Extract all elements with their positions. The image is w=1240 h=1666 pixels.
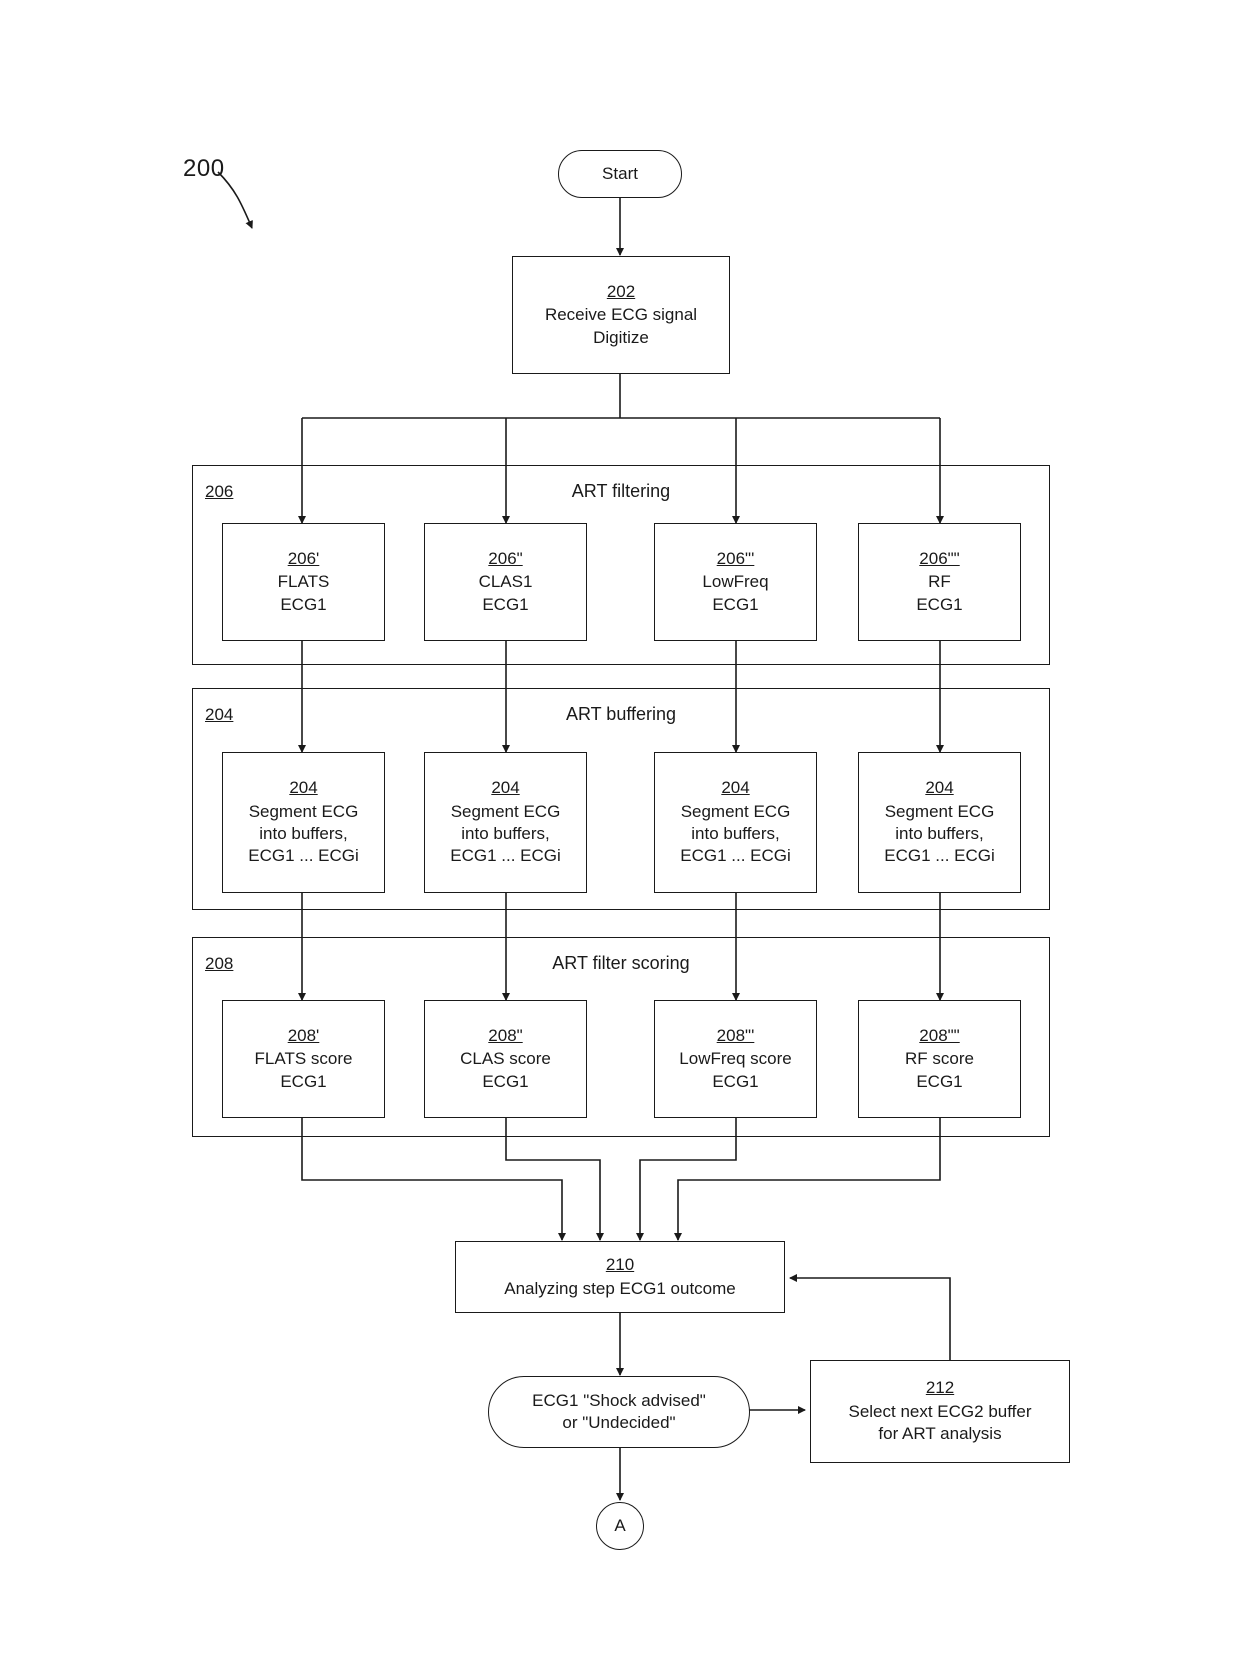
connector-a — [596, 1502, 644, 1550]
group-art-filtering-title: ART filtering — [571, 481, 671, 501]
node-filter-rf-line1: RF — [928, 572, 951, 592]
node-receive-ecg-line2: Digitize — [593, 327, 649, 347]
node-buffer-1-ref: 204 — [289, 778, 318, 798]
node-buffer-1-line3: ECG1 ... ECGi — [248, 846, 359, 866]
node-buffer-2-line3: ECG1 ... ECGi — [450, 846, 561, 866]
node-receive-ecg-line1: Receive ECG signal — [544, 305, 698, 325]
node-select-next-buffer-line1: Select next ECG2 buffer — [848, 1401, 1032, 1421]
node-filter-lowfreq-ref: 206"' — [716, 548, 755, 568]
group-art-buffering-title: ART buffering — [565, 704, 677, 724]
node-receive-ecg — [512, 256, 730, 374]
node-buffer-3-line1: Segment ECG — [680, 801, 791, 821]
node-select-next-buffer-line2: for ART analysis — [878, 1424, 1002, 1444]
node-filter-lowfreq — [654, 523, 817, 641]
node-analyzing-step-line1: Analyzing step ECG1 outcome — [504, 1278, 736, 1298]
node-select-next-buffer-ref: 212 — [925, 1378, 955, 1398]
node-score-lowfreq-line2: ECG1 — [712, 1071, 759, 1091]
node-start-label: Start — [602, 163, 638, 183]
node-buffer-3-line3: ECG1 ... ECGi — [680, 846, 791, 866]
node-score-rf-line1: RF score — [905, 1049, 974, 1069]
node-buffer-3-line2: into buffers, — [691, 824, 780, 843]
node-buffer-1 — [222, 752, 385, 893]
group-art-buffering-ref: 204 — [205, 705, 234, 724]
node-decision-line2: or "Undecided" — [562, 1413, 676, 1432]
node-buffer-2 — [424, 752, 587, 893]
node-filter-flats-line1: FLATS — [277, 572, 330, 592]
node-buffer-2-line2: into buffers, — [461, 824, 550, 843]
node-filter-rf — [858, 523, 1021, 641]
node-buffer-2-ref: 204 — [491, 778, 520, 798]
node-buffer-4-line3: ECG1 ... ECGi — [884, 846, 995, 866]
node-score-clas — [424, 1000, 587, 1118]
node-score-lowfreq-line1: LowFreq score — [679, 1049, 792, 1069]
node-filter-flats — [222, 523, 385, 641]
node-buffer-1-line2: into buffers, — [259, 824, 348, 843]
node-filter-flats-ref: 206' — [287, 548, 320, 568]
node-score-flats-line2: ECG1 — [280, 1071, 327, 1091]
node-buffer-1-line1: Segment ECG — [248, 801, 359, 821]
node-score-lowfreq-ref: 208"' — [716, 1025, 755, 1045]
group-art-filtering-ref: 206 — [205, 482, 234, 501]
node-score-flats-ref: 208' — [287, 1025, 320, 1045]
node-buffer-4-line1: Segment ECG — [884, 801, 995, 821]
figure-number: 200 — [183, 155, 225, 182]
node-filter-rf-line2: ECG1 — [916, 594, 963, 614]
node-start — [558, 150, 682, 198]
node-filter-clas1-line1: CLAS1 — [478, 572, 533, 592]
node-filter-clas1 — [424, 523, 587, 641]
node-filter-flats-line2: ECG1 — [280, 594, 327, 614]
node-buffer-4-ref: 204 — [925, 778, 954, 798]
node-score-flats-line1: FLATS score — [254, 1049, 353, 1069]
node-score-clas-ref: 208" — [488, 1025, 523, 1045]
node-receive-ecg-ref: 202 — [606, 281, 636, 301]
node-score-clas-line2: ECG1 — [482, 1071, 529, 1091]
node-filter-clas1-ref: 206" — [488, 548, 523, 568]
group-art-filter-scoring-title: ART filter scoring — [552, 953, 690, 973]
connector-a-label: A — [614, 1516, 626, 1535]
node-buffer-2-line1: Segment ECG — [450, 801, 561, 821]
node-score-lowfreq — [654, 1000, 817, 1118]
node-filter-clas1-line2: ECG1 — [482, 594, 529, 614]
node-score-clas-line1: CLAS score — [460, 1049, 551, 1069]
node-buffer-4 — [858, 752, 1021, 893]
node-buffer-4-line2: into buffers, — [895, 824, 984, 843]
node-filter-lowfreq-line2: ECG1 — [712, 594, 759, 614]
node-buffer-3-ref: 204 — [721, 778, 750, 798]
node-analyzing-step-ref: 210 — [605, 1255, 635, 1275]
node-score-rf-ref: 208"" — [919, 1025, 960, 1045]
node-select-next-buffer — [810, 1360, 1070, 1463]
node-decision-line1: ECG1 "Shock advised" — [532, 1390, 706, 1410]
node-score-rf — [858, 1000, 1021, 1118]
node-score-flats — [222, 1000, 385, 1118]
node-decision-shock-advised — [488, 1376, 750, 1448]
node-buffer-3 — [654, 752, 817, 893]
node-score-rf-line2: ECG1 — [916, 1071, 963, 1091]
group-art-filter-scoring-ref: 208 — [205, 954, 234, 973]
node-filter-lowfreq-line1: LowFreq — [702, 572, 769, 592]
node-analyzing-step — [455, 1241, 785, 1313]
node-filter-rf-ref: 206"" — [919, 548, 960, 568]
